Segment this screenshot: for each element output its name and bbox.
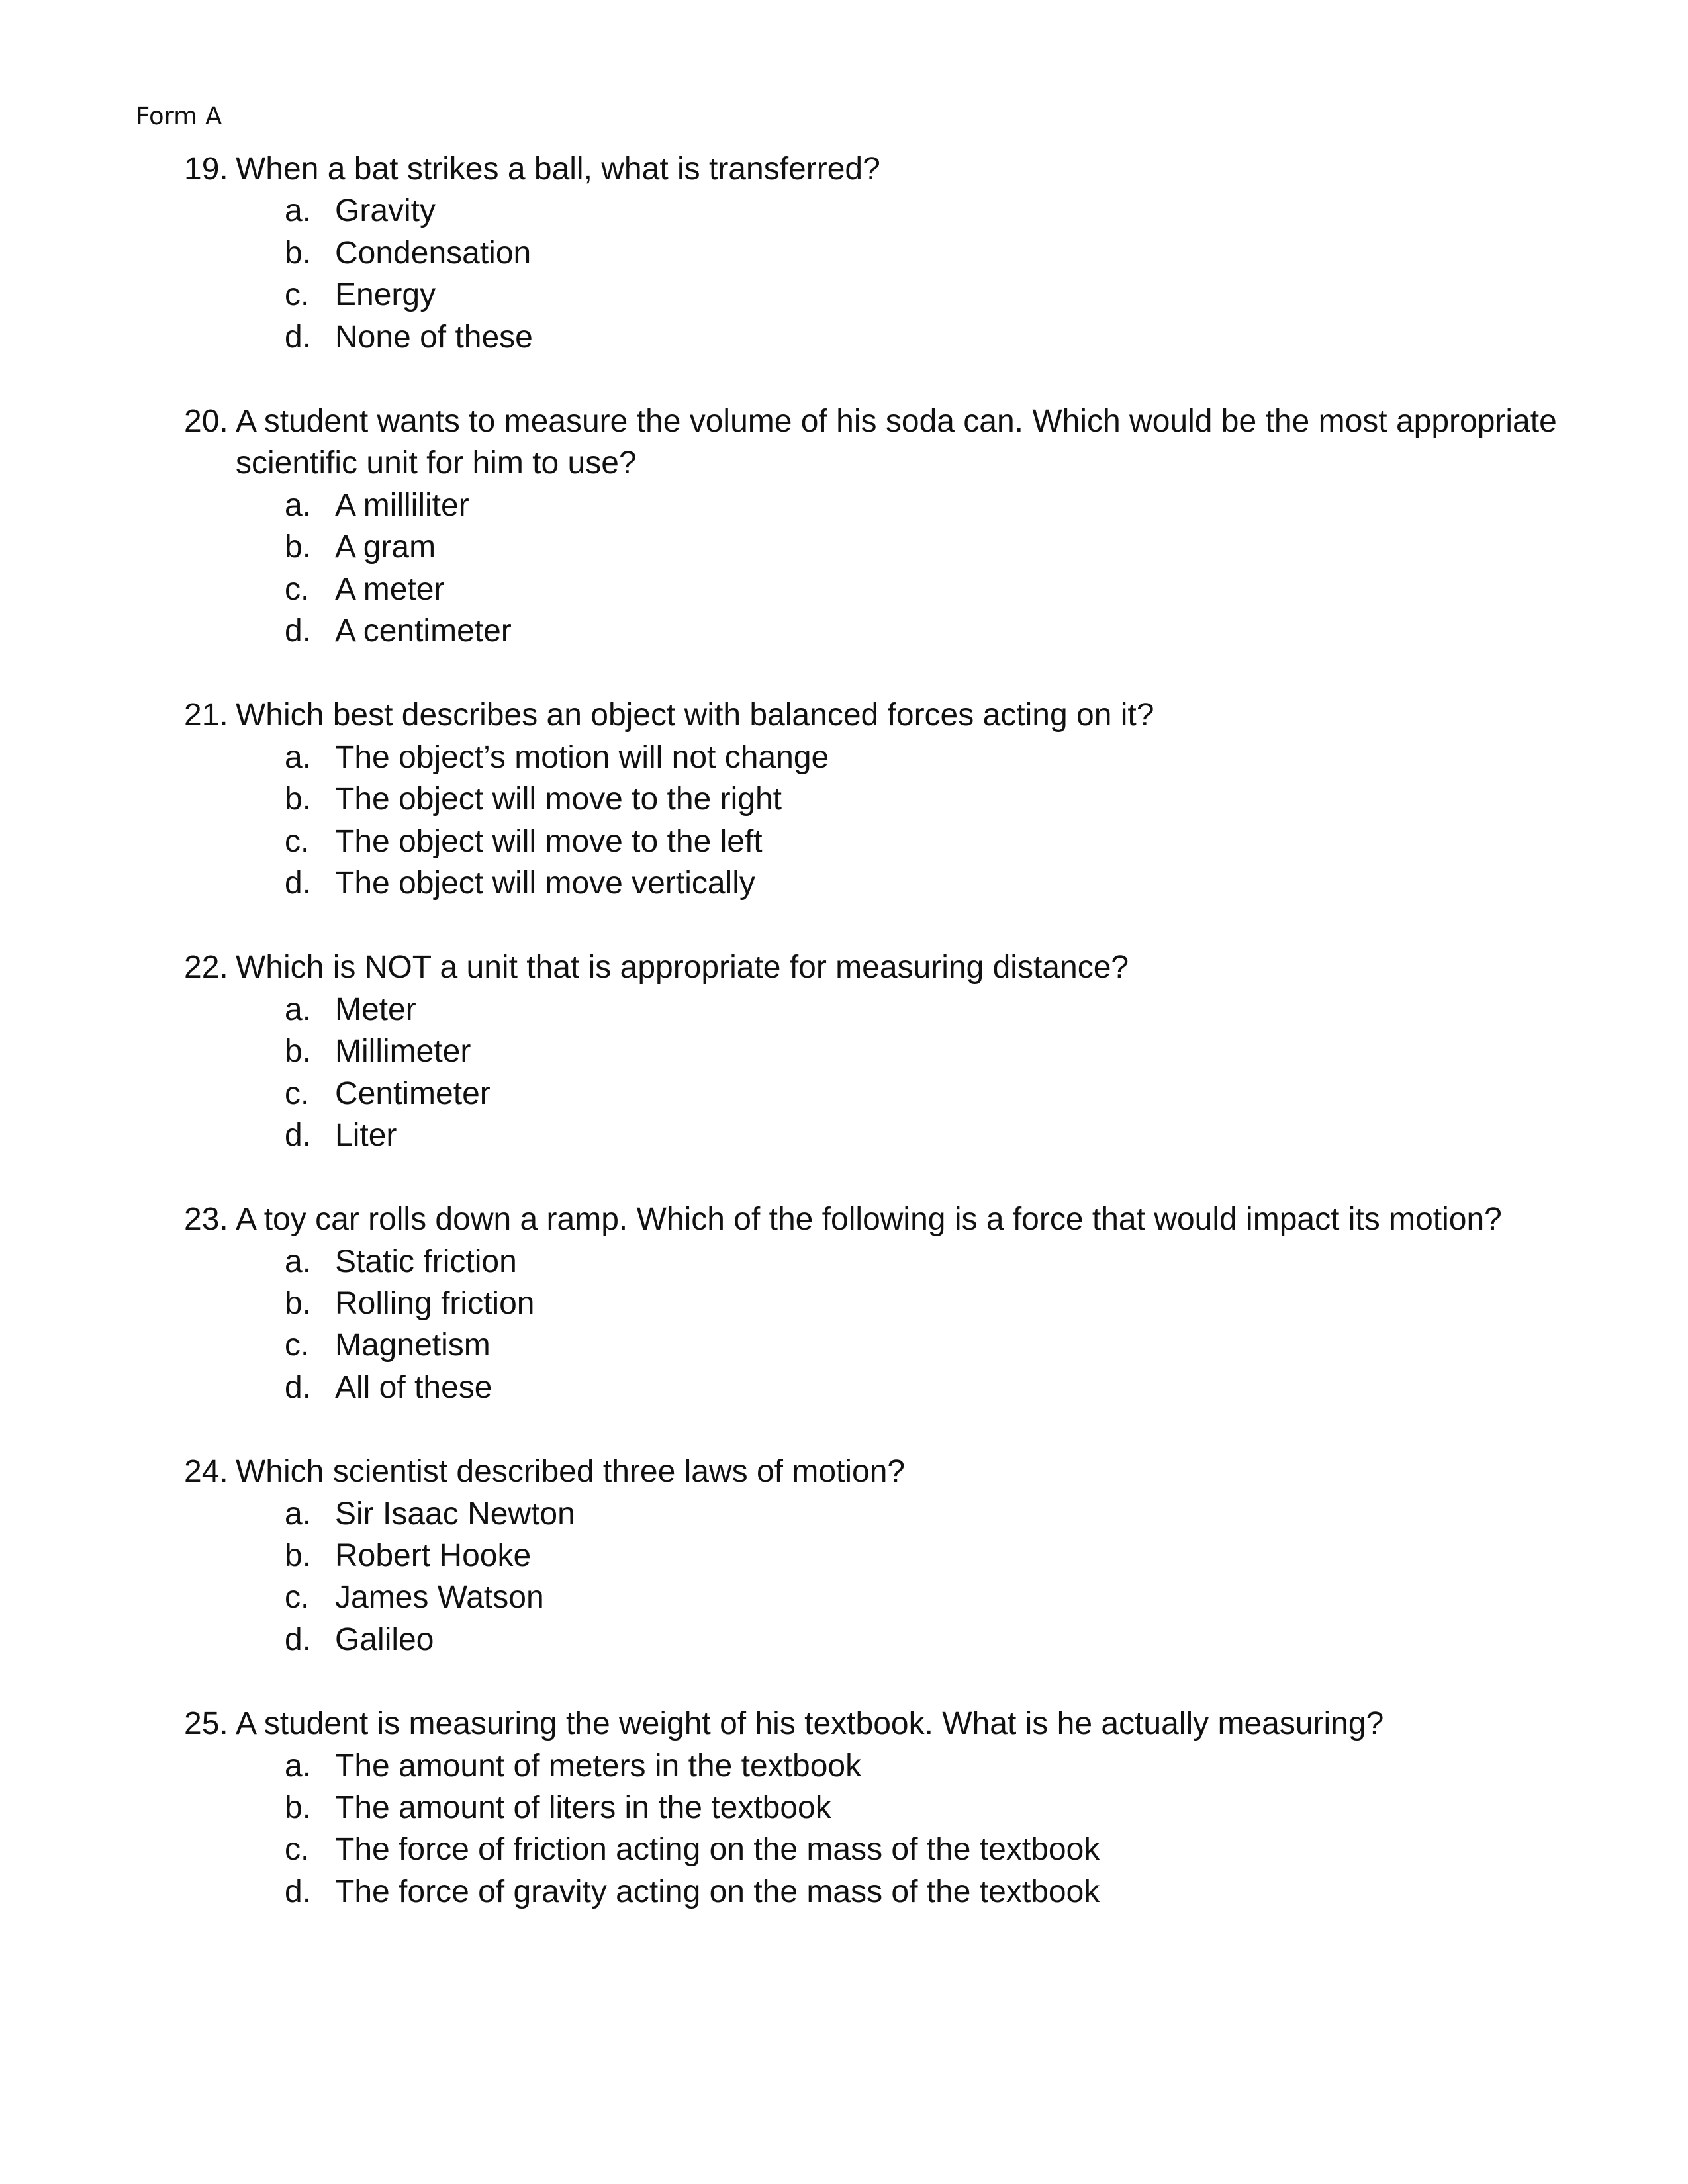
- question-19: [0, 148, 1688, 358]
- answer-option-b: [0, 1283, 1688, 1324]
- option-letter: a.: [285, 487, 312, 523]
- option-letter: a.: [285, 1244, 312, 1279]
- question-number: 20.: [184, 403, 228, 439]
- question-stem: [0, 148, 1688, 190]
- option-text: Sir Isaac Newton: [335, 1496, 575, 1531]
- option-text: The force of friction acting on the mass of the textbook: [335, 1832, 1100, 1868]
- option-text: Magnetism: [335, 1328, 491, 1363]
- option-letter: d.: [285, 1621, 312, 1657]
- answer-options: [0, 1745, 1688, 1913]
- form-label: Form A: [136, 102, 222, 130]
- option-letter: d.: [285, 613, 312, 649]
- option-letter: a.: [285, 193, 312, 229]
- question-stem: [0, 694, 1688, 736]
- question-24: [0, 1451, 1688, 1661]
- option-letter: b.: [285, 1286, 312, 1322]
- question-number: 21.: [184, 698, 228, 733]
- answer-option-d: [0, 1367, 1688, 1408]
- option-text: The object will move vertically: [335, 865, 755, 901]
- option-text: The object will move to the left: [335, 823, 763, 859]
- answer-option-d: [0, 316, 1688, 358]
- question-stem: [0, 1703, 1688, 1745]
- answer-option-b: [0, 1030, 1688, 1072]
- question-number: 23.: [184, 1202, 228, 1238]
- option-text: Rolling friction: [335, 1286, 535, 1322]
- answer-option-c: [0, 821, 1688, 862]
- question-stem: [0, 1199, 1688, 1240]
- option-letter: b.: [285, 235, 312, 271]
- option-text: Robert Hooke: [335, 1538, 532, 1574]
- answer-option-b: [0, 1787, 1688, 1829]
- option-text: The amount of liters in the textbook: [335, 1790, 831, 1826]
- question-number: 25.: [184, 1706, 228, 1742]
- option-text: The object’s motion will not change: [335, 739, 829, 775]
- question-list: [0, 148, 1688, 1955]
- answer-option-b: [0, 778, 1688, 820]
- question-stem: [0, 946, 1688, 988]
- question-text: Which scientist described three laws of motion?: [236, 1454, 906, 1490]
- option-letter: b.: [285, 529, 312, 565]
- answer-options: [0, 484, 1688, 653]
- option-text: A gram: [335, 529, 436, 565]
- question-number: 22.: [184, 950, 228, 985]
- answer-options: [0, 989, 1688, 1157]
- answer-options: [0, 1241, 1688, 1409]
- option-text: Condensation: [335, 235, 532, 271]
- answer-option-b: [0, 1535, 1688, 1576]
- answer-option-d: [0, 610, 1688, 652]
- option-letter: b.: [285, 782, 312, 817]
- option-letter: c.: [285, 571, 310, 607]
- option-letter: a.: [285, 991, 312, 1027]
- answer-option-d: [0, 1619, 1688, 1661]
- question-text: When a bat strikes a ball, what is transferred?: [236, 152, 880, 187]
- answer-option-a: [0, 1745, 1688, 1787]
- option-text: None of these: [335, 319, 533, 355]
- answer-options: [0, 190, 1688, 358]
- question-stem: [0, 1451, 1688, 1492]
- question-22: [0, 946, 1688, 1156]
- answer-option-c: [0, 1829, 1688, 1870]
- answer-option-c: [0, 569, 1688, 610]
- question-number: 19.: [184, 152, 228, 187]
- question-number: 24.: [184, 1454, 228, 1490]
- answer-option-a: [0, 989, 1688, 1030]
- option-letter: c.: [285, 1580, 310, 1615]
- option-text: The object will move to the right: [335, 782, 782, 817]
- answer-option-a: [0, 484, 1688, 526]
- option-letter: d.: [285, 865, 312, 901]
- answer-option-a: [0, 1241, 1688, 1283]
- option-text: A milliliter: [335, 487, 469, 523]
- option-letter: d.: [285, 1369, 312, 1405]
- answer-option-a: [0, 1493, 1688, 1535]
- option-letter: c.: [285, 277, 310, 313]
- option-text: Millimeter: [335, 1034, 471, 1069]
- question-text: Which best describes an object with balanced forces acting on it?: [236, 698, 1154, 733]
- answer-option-c: [0, 274, 1688, 316]
- option-text: Liter: [335, 1117, 397, 1153]
- option-letter: b.: [285, 1790, 312, 1826]
- question-text: A toy car rolls down a ramp. Which of the following is a force that would impact its motion?: [236, 1202, 1502, 1238]
- option-letter: d.: [285, 1874, 312, 1909]
- answer-option-b: [0, 232, 1688, 274]
- answer-option-d: [0, 862, 1688, 904]
- option-text: Meter: [335, 991, 416, 1027]
- question-25: [0, 1703, 1688, 1913]
- option-text: James Watson: [335, 1580, 544, 1615]
- answer-options: [0, 1493, 1688, 1661]
- option-text: Galileo: [335, 1621, 434, 1657]
- option-letter: c.: [285, 823, 310, 859]
- answer-option-d: [0, 1871, 1688, 1913]
- option-text: Centimeter: [335, 1075, 491, 1111]
- option-letter: b.: [285, 1034, 312, 1069]
- option-text: The amount of meters in the textbook: [335, 1748, 862, 1784]
- option-text: The force of gravity acting on the mass of the textbook: [335, 1874, 1100, 1909]
- answer-option-c: [0, 1324, 1688, 1366]
- option-letter: c.: [285, 1075, 310, 1111]
- answer-option-d: [0, 1115, 1688, 1156]
- answer-option-a: [0, 190, 1688, 232]
- option-text: A centimeter: [335, 613, 512, 649]
- option-text: A meter: [335, 571, 445, 607]
- question-21: [0, 694, 1688, 904]
- option-letter: b.: [285, 1538, 312, 1574]
- option-text: Static friction: [335, 1244, 517, 1279]
- option-letter: d.: [285, 1117, 312, 1153]
- question-text: A student is measuring the weight of his textbook. What is he actually measuring?: [236, 1706, 1384, 1742]
- option-letter: c.: [285, 1832, 310, 1868]
- question-text: A student wants to measure the volume of his soda can. Which would be the most appropriate scientific unit for him to use?: [236, 403, 1557, 481]
- question-stem: [0, 400, 1688, 484]
- option-text: All of these: [335, 1369, 492, 1405]
- option-letter: a.: [285, 1748, 312, 1784]
- option-letter: a.: [285, 1496, 312, 1531]
- answer-option-c: [0, 1576, 1688, 1618]
- answer-option-a: [0, 737, 1688, 778]
- answer-options: [0, 737, 1688, 905]
- question-23: [0, 1199, 1688, 1408]
- answer-option-b: [0, 526, 1688, 568]
- answer-option-c: [0, 1073, 1688, 1115]
- option-letter: a.: [285, 739, 312, 775]
- question-text: Which is NOT a unit that is appropriate for measuring distance?: [236, 950, 1129, 985]
- option-letter: d.: [285, 319, 312, 355]
- option-text: Gravity: [335, 193, 436, 229]
- option-text: Energy: [335, 277, 436, 313]
- question-20: [0, 400, 1688, 652]
- option-letter: c.: [285, 1328, 310, 1363]
